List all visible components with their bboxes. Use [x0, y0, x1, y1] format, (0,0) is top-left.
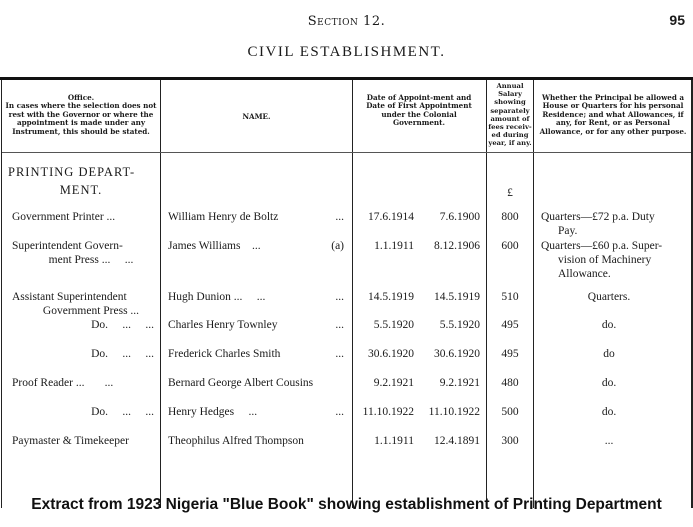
- appointment-date: 1.1.1911: [374, 435, 414, 447]
- first-appointment-date: 30.6.1920: [434, 348, 480, 360]
- allowance-cell: do.: [601, 406, 617, 418]
- office-cell: ment Press ... ...: [48, 254, 134, 266]
- office-cell: Government Press ...: [42, 305, 140, 317]
- section-heading: [0, 14, 693, 29]
- name-cell: Charles Henry Townley: [168, 319, 278, 331]
- office-cell: Do. ... ...: [91, 406, 154, 418]
- appointment-date: 17.6.1914: [368, 211, 414, 223]
- appointment-date: 1.1.1911: [374, 240, 414, 252]
- office-cell: Do. ... ...: [91, 319, 154, 331]
- allowance-cell: vision of Machinery: [558, 254, 652, 266]
- column-header-allowance: Whether the Principal be allowed a House or Quarters for his personal Residence; and what Allowances, if any, for Rent, or as Personal Allowance, or for any other purpose.: [539, 93, 687, 136]
- column-divider: [160, 80, 161, 508]
- department-heading-line2: MENT.: [59, 183, 103, 197]
- office-cell: Superintendent Govern-: [12, 240, 123, 252]
- office-cell: Government Printer ...: [12, 211, 116, 223]
- name-cell: Frederick Charles Smith: [168, 348, 281, 360]
- name-cell: Bernard George Albert Cousins: [168, 377, 314, 389]
- salary-cell: 495: [501, 348, 519, 360]
- name-cell: James Williams ...: [168, 240, 261, 252]
- allowance-cell: do.: [601, 377, 617, 389]
- first-appointment-date: 7.6.1900: [439, 211, 480, 223]
- column-divider: [352, 80, 353, 508]
- name-suffix: (a): [331, 240, 344, 252]
- appointment-date: 14.5.1919: [368, 291, 414, 303]
- name-cell: Henry Hedges ...: [168, 406, 258, 418]
- column-header-salary: Annual Salary showing separately amount of fees receiv-ed during year, if any.: [488, 82, 532, 148]
- currency-symbol: £: [507, 187, 513, 199]
- figure-caption: Extract from 1923 Nigeria "Blue Book" showing establishment of Printing Department: [31, 496, 662, 513]
- table-left-border: [1, 80, 2, 508]
- salary-cell: 480: [501, 377, 519, 389]
- name-suffix: ...: [335, 406, 344, 418]
- allowance-cell: Quarters—£72 p.a. Duty: [541, 211, 655, 223]
- appointment-date: 9.2.1921: [373, 377, 414, 389]
- header-rule: [2, 152, 691, 153]
- allowance-cell: Quarters—£60 p.a. Super-: [541, 240, 663, 252]
- allowance-cell: ...: [604, 435, 614, 447]
- first-appointment-date: 8.12.1906: [434, 240, 480, 252]
- section-label: Section 12.: [307, 14, 386, 29]
- first-appointment-date: 12.4.1891: [434, 435, 480, 447]
- column-header-name: NAME.: [242, 112, 271, 121]
- salary-cell: 300: [501, 435, 519, 447]
- page-title: CIVIL ESTABLISHMENT.: [247, 44, 446, 60]
- salary-cell: 500: [501, 406, 519, 418]
- name-suffix: ...: [335, 291, 344, 303]
- name-suffix: ...: [335, 348, 344, 360]
- salary-cell: 510: [501, 291, 519, 303]
- name-suffix: ...: [335, 319, 344, 331]
- allowance-cell: Quarters.: [587, 291, 631, 303]
- allowance-cell: do: [603, 348, 615, 360]
- appointment-date: 5.5.1920: [373, 319, 414, 331]
- name-cell: William Henry de Boltz: [168, 211, 279, 223]
- allowance-cell: Pay.: [558, 225, 578, 237]
- salary-cell: 800: [501, 211, 519, 223]
- column-header-office: Office. In cases where the selection does not rest with the Governor or where the appointment is made under any Instrument, this should be stated.: [5, 93, 157, 136]
- office-cell: Assistant Superintendent: [12, 291, 127, 303]
- office-cell: Paymaster & Timekeeper: [12, 435, 129, 447]
- office-cell: Do. ... ...: [91, 348, 154, 360]
- column-header-dates: Date of Appoint-ment and Date of First Appointment under the Colonial Government.: [366, 93, 472, 128]
- name-cell: Hugh Dunion ... ...: [168, 291, 266, 303]
- appointment-date: 30.6.1920: [368, 348, 414, 360]
- salary-cell: 600: [501, 240, 519, 252]
- name-suffix: ...: [335, 211, 344, 223]
- page-number: 95: [669, 12, 685, 28]
- appointment-date: 11.10.1922: [362, 406, 414, 418]
- salary-cell: 495: [501, 319, 519, 331]
- table-top-rule: [0, 77, 693, 80]
- office-cell: Proof Reader ... ...: [12, 377, 114, 389]
- first-appointment-date: 14.5.1919: [434, 291, 480, 303]
- allowance-cell: do.: [601, 319, 617, 331]
- first-appointment-date: 9.2.1921: [439, 377, 480, 389]
- first-appointment-date: 5.5.1920: [439, 319, 480, 331]
- allowance-cell: Allowance.: [558, 268, 611, 280]
- department-heading-line1: PRINTING DEPART-: [8, 165, 136, 179]
- name-cell: Theophilus Alfred Thompson: [168, 435, 304, 447]
- first-appointment-date: 11.10.1922: [428, 406, 480, 418]
